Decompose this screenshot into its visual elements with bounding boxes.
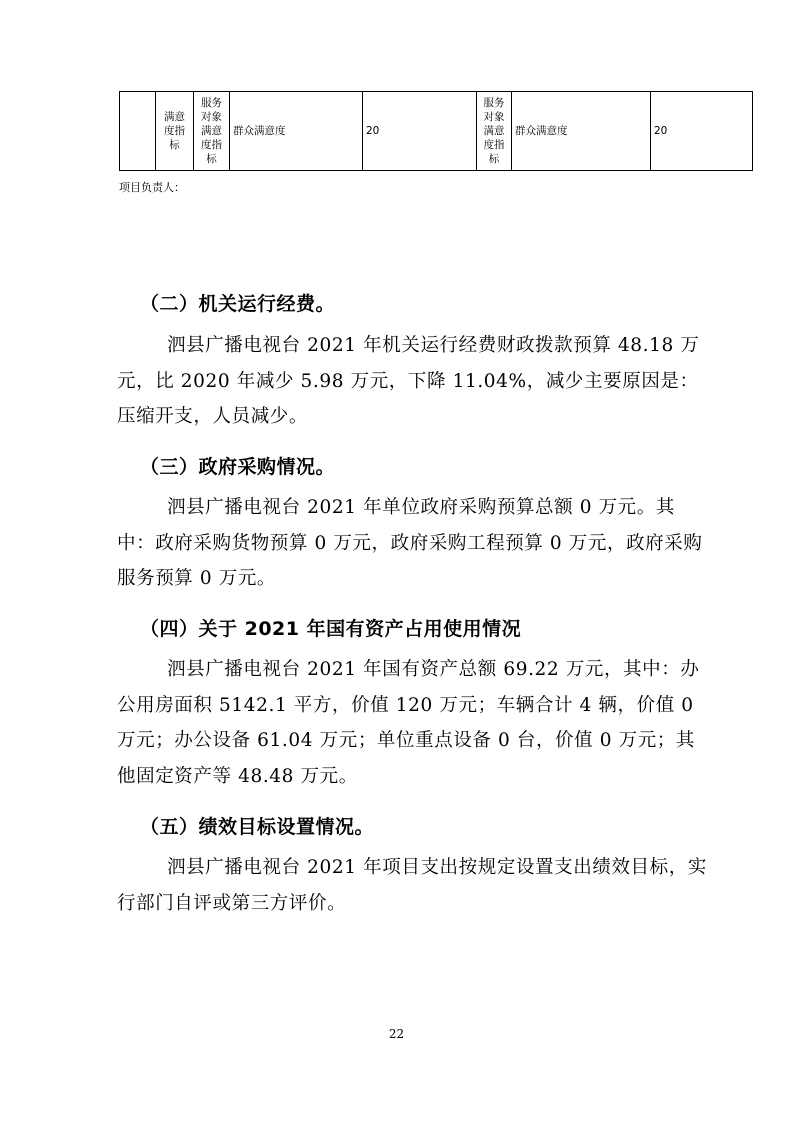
table-cell-public-satisfaction-2: 群众满意度 xyxy=(512,92,651,171)
table-cell-empty xyxy=(120,92,156,171)
section-heading-performance-goals: （五）绩效目标设置情况。 xyxy=(140,816,375,838)
performance-indicator-table xyxy=(119,91,753,171)
section-text-performance-goals: 泗县广播电视台 2021 年项目支出按规定设置支出绩效目标，实行部门自评或第三方评价。 xyxy=(117,857,707,914)
table-cell-satisfaction-indicator: 满意 度指 标 xyxy=(156,92,194,171)
table-cell-service-object-indicator-2: 服务 对象 满意 度指 标 xyxy=(477,92,512,171)
section-text-operating-costs: 泗县广播电视台 2021 年机关运行经费财政拨款预算 48.18 万元，比 2020 年减少 5.98 万元，下降 11.04%，减少主要原因是：压缩开支，人员减少。 xyxy=(117,335,700,427)
section-heading-procurement: （三）政府采购情况。 xyxy=(140,456,336,478)
page-number: 22 xyxy=(388,1027,405,1041)
table-cell-score: 20 xyxy=(363,92,477,171)
section-heading-operating-costs: （二）机关运行经费。 xyxy=(140,293,336,315)
table-row xyxy=(120,92,753,171)
section-text-procurement: 泗县广播电视台 2021 年单位政府采购预算总额 0 万元。其中：政府采购货物预算 0 万元，政府采购工程预算 0 万元，政府采购服务预算 0 万元。 xyxy=(117,497,703,589)
section-text-state-assets: 泗县广播电视台 2021 年国有资产总额 69.22 万元，其中：办公用房面积 5142.1 平方，价值 120 万元；车辆合计 4 辆，价值 0 万元；办公设备 61.04 万元；单位重点设备 0 台，价值 0 万元；其他固定资产等 48.48 万元。 xyxy=(117,659,700,787)
table-cell-service-object-indicator: 服务 对象 满意 度指 标 xyxy=(194,92,230,171)
table-cell-public-satisfaction: 群众满意度 xyxy=(230,92,363,171)
section-heading-state-assets: （四）关于 2021 年国有资产占用使用情况 xyxy=(140,618,522,640)
table-cell-score-2: 20 xyxy=(651,92,753,171)
project-owner-label: 项目负责人： xyxy=(119,181,185,194)
